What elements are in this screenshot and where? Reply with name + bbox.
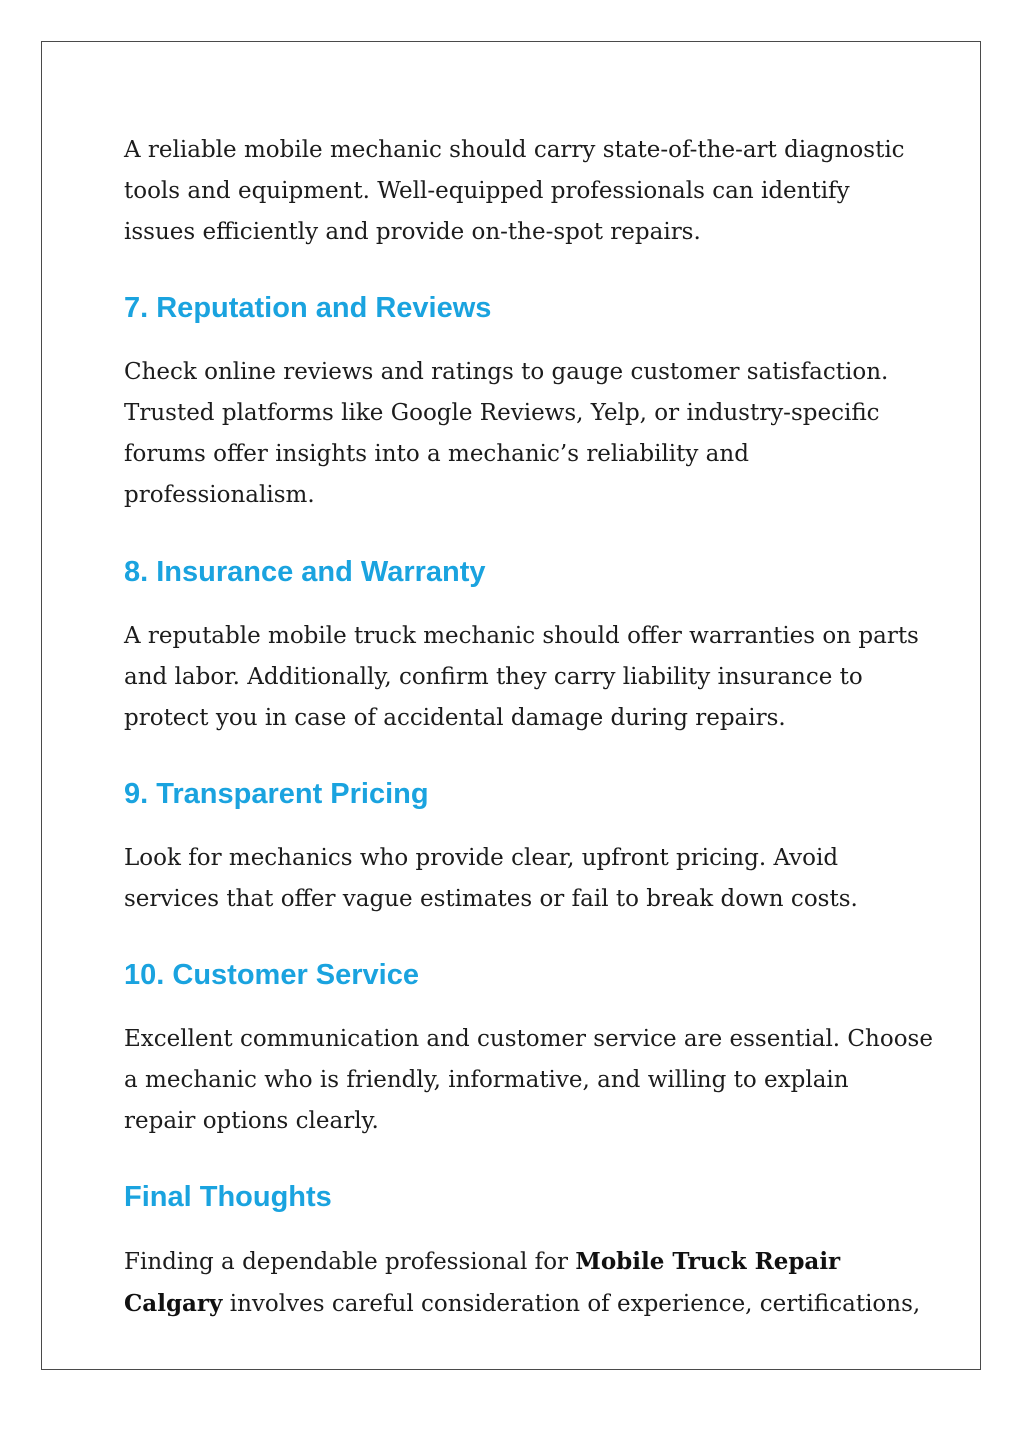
text-line: [124, 1283, 920, 1325]
text-line: tools and equipment. Well-equipped professionals can identify: [124, 178, 850, 204]
text-line: services that offer vague estimates or fail to break down costs.: [124, 886, 858, 912]
text-line: repair options clearly.: [124, 1108, 379, 1134]
paragraph-diagnostic-tools: [124, 130, 905, 253]
text-line: A reputable mobile truck mechanic should offer warranties on parts: [124, 623, 919, 649]
heading-transparent-pricing: 9. Transparent Pricing: [124, 778, 429, 810]
heading-final-thoughts: Final Thoughts: [124, 1181, 332, 1213]
text-line: A reliable mobile mechanic should carry state-of-the-art diagnostic: [124, 137, 905, 163]
paragraph-pricing: [124, 838, 858, 920]
paragraph-final-thoughts: [124, 1241, 920, 1325]
text-line: professionalism.: [124, 482, 315, 508]
bold-keyword: Mobile Truck Repair: [575, 1248, 841, 1275]
text-line: and labor. Additionally, confirm they carry liability insurance to: [124, 664, 863, 690]
paragraph-insurance: [124, 616, 919, 739]
paragraph-customer-service: [124, 1019, 933, 1142]
heading-customer-service: 10. Customer Service: [124, 959, 419, 991]
text-run: Finding a dependable professional for: [124, 1249, 576, 1275]
text-line: Check online reviews and ratings to gauge customer satisfaction.: [124, 359, 889, 385]
text-line: issues efficiently and provide on-the-spot repairs.: [124, 219, 701, 245]
text-line: Look for mechanics who provide clear, upfront pricing. Avoid: [124, 845, 839, 871]
text-line: a mechanic who is friendly, informative, and willing to explain: [124, 1067, 849, 1093]
text-run: involves careful consideration of experience, certifications,: [222, 1291, 921, 1317]
paragraph-reputation: [124, 352, 888, 516]
heading-insurance-warranty: 8. Insurance and Warranty: [124, 556, 486, 588]
text-line: [124, 1241, 920, 1283]
text-line: protect you in case of accidental damage during repairs.: [124, 705, 786, 731]
text-line: forums offer insights into a mechanic’s reliability and: [124, 441, 749, 467]
bold-keyword: Calgary: [124, 1290, 223, 1317]
text-line: Trusted platforms like Google Reviews, Yelp, or industry-specific: [124, 400, 880, 426]
heading-reputation-reviews: 7. Reputation and Reviews: [124, 292, 492, 324]
text-line: Excellent communication and customer service are essential. Choose: [124, 1026, 933, 1052]
